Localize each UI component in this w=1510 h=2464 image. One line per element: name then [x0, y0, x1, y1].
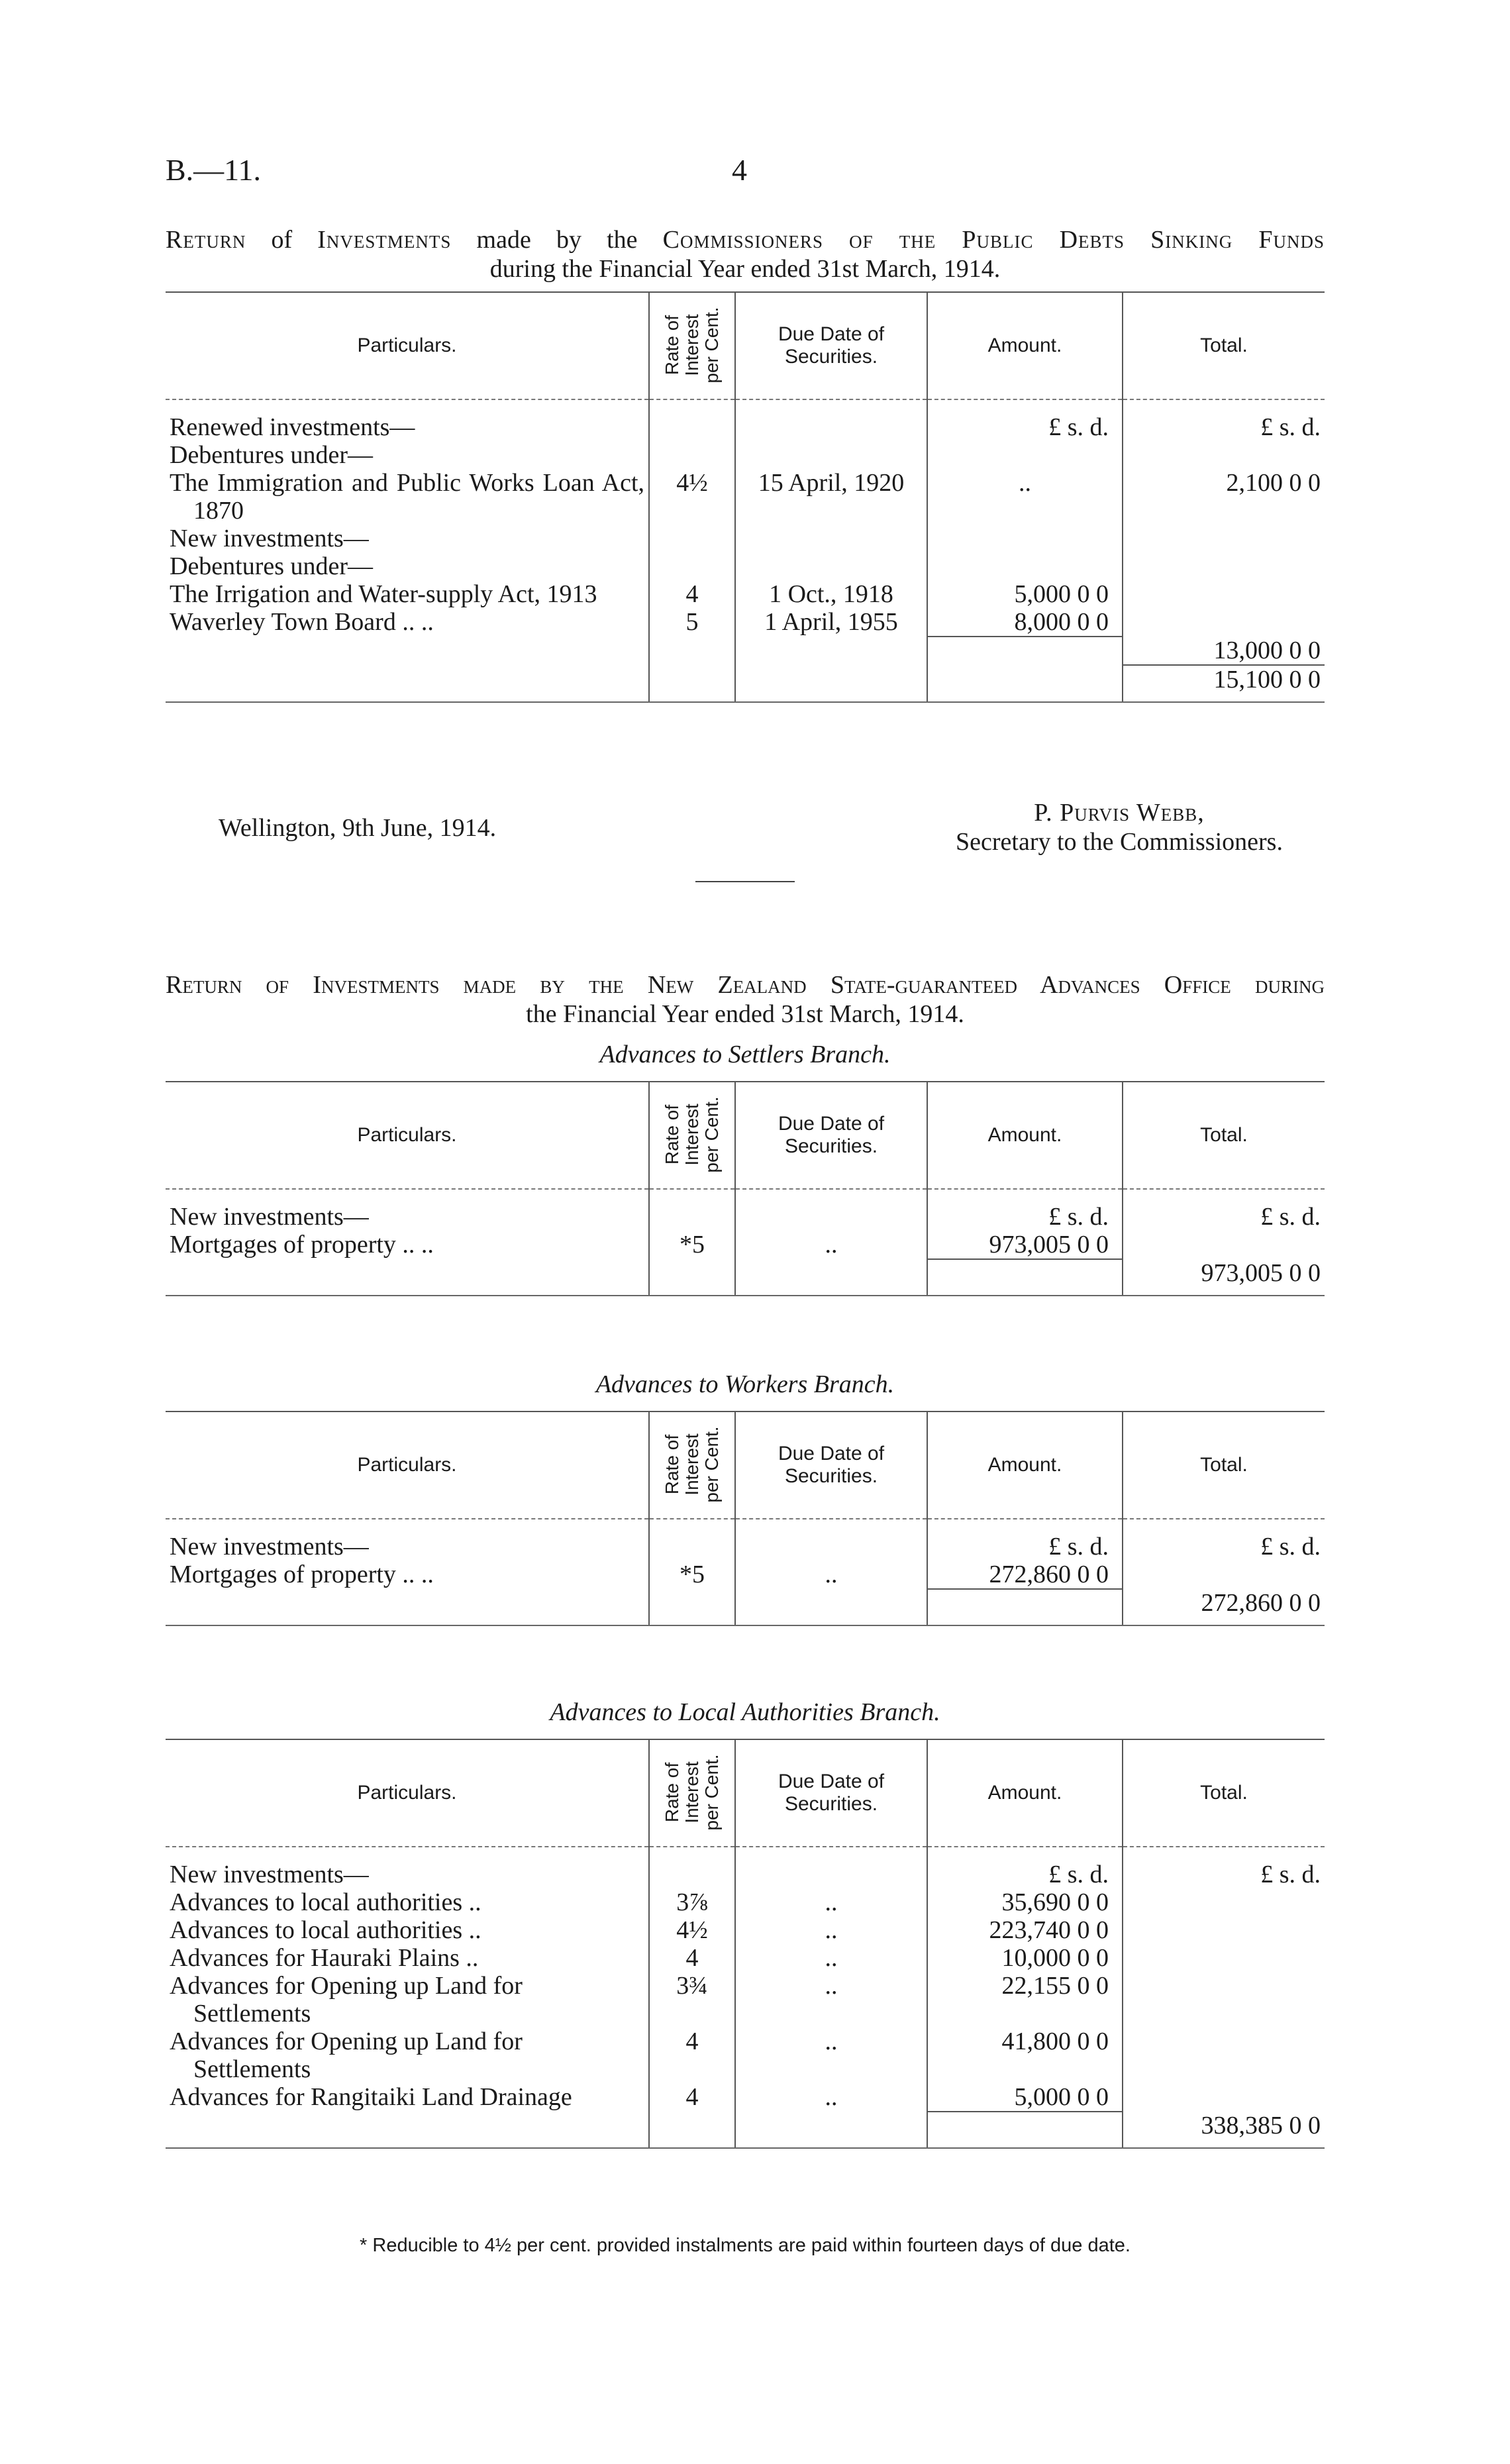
- col-due-date: Due Date of Securities.: [735, 1082, 927, 1189]
- col-total: Total.: [1123, 1739, 1325, 1847]
- col-total: Total.: [1123, 1412, 1325, 1519]
- table-row: Advances to local authorities .. 3⅞ .. 35,690 0 0: [166, 1888, 1325, 1916]
- col-amount: Amount.: [927, 1082, 1123, 1189]
- col-rate: Rate of Interest per Cent.: [649, 1082, 735, 1189]
- col-due-date: Due Date of Securities.: [735, 1412, 927, 1519]
- advances-title-line1: Return of Investments made by the New Zealand State-guaranteed Advances Office during: [166, 971, 1325, 999]
- col-due-date: Due Date of Securities.: [735, 1739, 927, 1847]
- table-row: 973,005 0 0: [166, 1259, 1325, 1296]
- col-rate: Rate of Interest per Cent.: [649, 1412, 735, 1519]
- col-particulars: Particulars.: [166, 1412, 649, 1519]
- table-row: Advances for Rangitaiki Land Drainage 4 .. 5,000 0 0: [166, 2083, 1325, 2112]
- col-total: Total.: [1123, 292, 1325, 399]
- signatory-name: P. Purvis Webb,: [1034, 799, 1205, 827]
- footnote: * Reducible to 4½ per cent. provided instalments are paid within fourteen days of due date.: [360, 2235, 1131, 2256]
- local-authorities-table: [166, 1739, 1325, 2149]
- local-authorities-branch-heading: Advances to Local Authorities Branch.: [550, 1698, 940, 1726]
- workers-branch-heading: Advances to Workers Branch.: [595, 1370, 895, 1398]
- table-row: Debentures under—: [166, 552, 1325, 580]
- page-header: [166, 154, 1325, 193]
- table-row: New investments— £ s. d. £ s. d.: [166, 1847, 1325, 1888]
- table-row: 338,385 0 0: [166, 2112, 1325, 2148]
- sinking-funds-title: [166, 225, 1325, 283]
- col-rate: Rate of Interest per Cent.: [649, 292, 735, 399]
- document-reference: B.—11.: [166, 153, 261, 187]
- sinking-funds-title-line1: Return of Investments made by the Commissioners of the Public Debts Sinking Funds: [166, 226, 1325, 254]
- settlers-branch-table: [166, 1081, 1325, 1296]
- col-rate: Rate of Interest per Cent.: [649, 1739, 735, 1847]
- table-row: 272,860 0 0: [166, 1589, 1325, 1625]
- sinking-funds-table: [166, 291, 1325, 703]
- table-row: 13,000 0 0: [166, 637, 1325, 665]
- table-row: Advances for Hauraki Plains .. 4 .. 10,000 0 0: [166, 1944, 1325, 1972]
- table-row: New investments—: [166, 525, 1325, 552]
- col-total: Total.: [1123, 1082, 1325, 1189]
- col-particulars: Particulars.: [166, 1082, 649, 1189]
- signature-block: [914, 798, 1325, 856]
- place-date: Wellington, 9th June, 1914.: [219, 814, 497, 842]
- table-row: The Immigration and Public Works Loan Act, 1870 4½ 15 April, 1920 .. 2,100 0 0: [166, 469, 1325, 525]
- table-row: Advances to local authorities .. 4½ .. 223,740 0 0: [166, 1916, 1325, 1944]
- workers-branch-table: [166, 1411, 1325, 1626]
- settlers-branch-heading: Advances to Settlers Branch.: [599, 1041, 891, 1068]
- table-row: Advances for Opening up Land for Settlements 4 .. 41,800 0 0: [166, 2028, 1325, 2083]
- table-row: 15,100 0 0: [166, 665, 1325, 702]
- col-amount: Amount.: [927, 1739, 1123, 1847]
- table-row: New investments— £ s. d. £ s. d.: [166, 1189, 1325, 1231]
- table-row: Renewed investments— £ s. d. £ s. d.: [166, 399, 1325, 441]
- table-row: Waverley Town Board .. .. 5 1 April, 1955 8,000 0 0: [166, 608, 1325, 637]
- page-number: 4: [732, 153, 747, 187]
- signatory-title: Secretary to the Commissioners.: [956, 828, 1283, 856]
- currency-header: £ s. d.: [1123, 399, 1325, 441]
- table-row: Debentures under—: [166, 441, 1325, 469]
- advances-title-line2: the Financial Year ended 31st March, 1914.: [526, 1000, 964, 1028]
- table-row: The Irrigation and Water-supply Act, 1913 4 1 Oct., 1918 5,000 0 0: [166, 580, 1325, 608]
- col-particulars: Particulars.: [166, 1739, 649, 1847]
- currency-header: £ s. d.: [927, 399, 1123, 441]
- table-row: Advances for Opening up Land for Settlements 3¾ .. 22,155 0 0: [166, 1972, 1325, 2028]
- table-row: New investments— £ s. d. £ s. d.: [166, 1519, 1325, 1561]
- sinking-funds-title-line2: during the Financial Year ended 31st March, 1914.: [489, 255, 1001, 283]
- col-amount: Amount.: [927, 1412, 1123, 1519]
- table-row: Mortgages of property .. .. *5 .. 973,005 0 0: [166, 1231, 1325, 1259]
- col-due-date: Due Date of Securities.: [735, 292, 927, 399]
- col-particulars: Particulars.: [166, 292, 649, 399]
- advances-office-title: [166, 970, 1325, 1029]
- table-row: Mortgages of property .. .. *5 .. 272,860 0 0: [166, 1561, 1325, 1589]
- section-divider: [695, 881, 795, 882]
- col-amount: Amount.: [927, 292, 1123, 399]
